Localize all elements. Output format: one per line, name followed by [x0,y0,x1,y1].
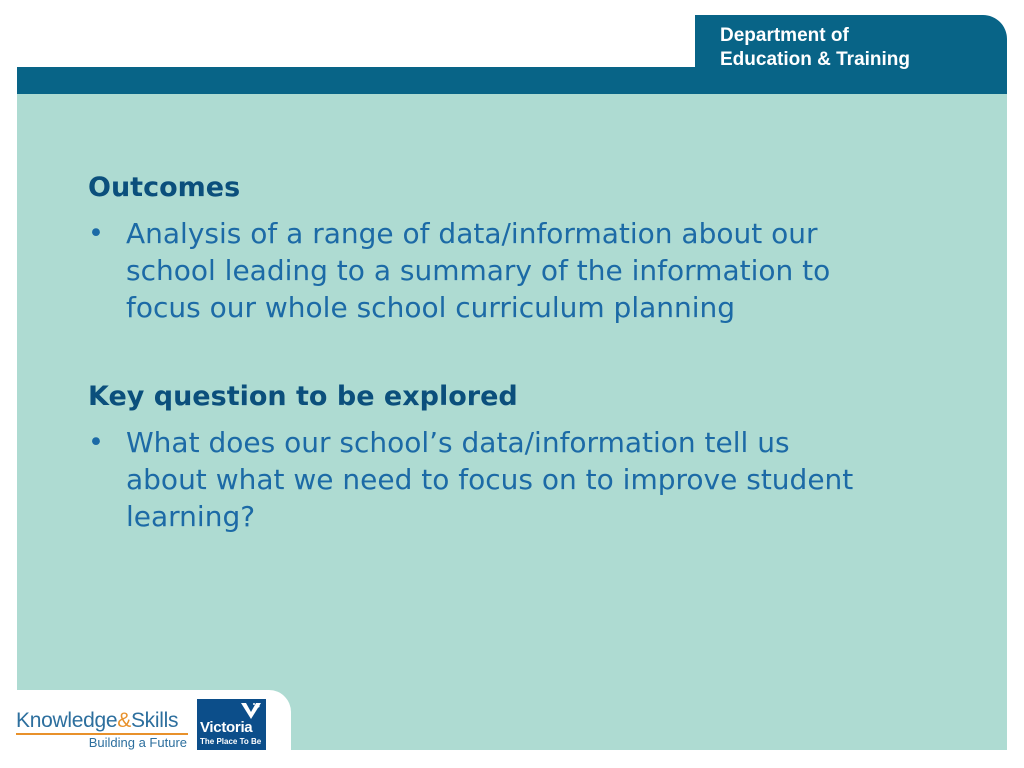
bullet-marker: • [88,427,104,458]
key-question-heading: Key question to be explored [88,381,518,412]
victoria-tagline: The Place To Be [200,737,262,746]
bullet-marker: • [88,218,104,249]
ks-knowledge: Knowledge [16,709,118,732]
outcomes-bullet-text: Analysis of a range of data/information about our school leading to a summary of the information to focus our whole school curriculum planning [126,217,831,324]
key-question-bullet-text: What does our school’s data/information tell us about what we need to focus on to improve student learning? [126,426,854,533]
victoria-wordmark: Victoria [200,719,253,736]
ks-tagline: Building a Future [88,735,187,750]
key-question-bullet [88,424,968,535]
victoria-star-mark-icon [239,701,263,721]
outcomes-bullet [88,215,968,326]
victoria-logo [197,699,266,750]
outcomes-heading: Outcomes [88,172,241,203]
knowledge-skills-logo [16,708,191,753]
knowledge-skills-wordmark [16,708,178,734]
department-title-line1: Department of [720,25,849,46]
department-title-line2: Education & Training [720,49,911,70]
ks-skills: Skills [130,709,179,732]
department-title [720,24,910,72]
ks-ampersand: & [117,709,131,732]
